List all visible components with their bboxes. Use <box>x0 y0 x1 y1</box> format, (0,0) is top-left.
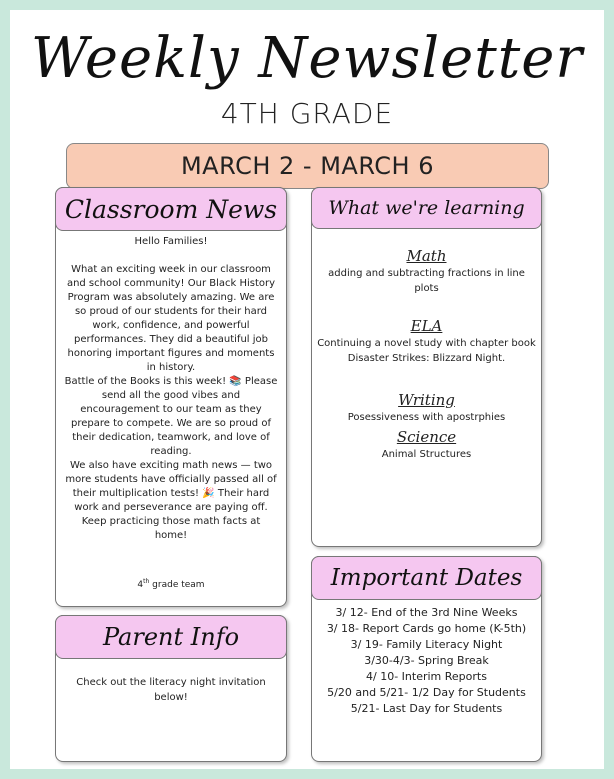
classroom-news-heading: Classroom News <box>55 187 287 231</box>
classroom-news-body <box>64 235 278 543</box>
subject-writing <box>316 390 537 425</box>
news-greeting: Hello Families! <box>134 236 208 247</box>
subject-title: Writing <box>398 391 455 409</box>
learning-heading: What we're learning <box>311 187 542 229</box>
important-dates-list <box>311 605 542 717</box>
date-item: 3/ 12- End of the 3rd Nine Weeks <box>335 606 518 619</box>
subject-title: ELA <box>410 317 443 335</box>
subject-math <box>316 246 537 296</box>
learning-body <box>316 238 537 462</box>
date-item: 3/30-4/3- Spring Break <box>364 654 489 667</box>
subject-title: Math <box>406 247 447 265</box>
date-item: 3/ 19- Family Literacy Night <box>350 638 503 651</box>
subject-ela <box>316 316 537 366</box>
subject-text: adding and subtracting fractions in line plots <box>328 268 525 294</box>
parent-info-text: Check out the literacy night invitation below! <box>76 677 266 703</box>
parent-info-heading: Parent Info <box>55 615 287 659</box>
date-item: 5/20 and 5/21- 1/2 Day for Students <box>327 686 526 699</box>
subject-text: Continuing a novel study with chapter book Disaster Strikes: Blizzard Night. <box>317 338 536 364</box>
news-paragraph: What an exciting week in our classroom and school community! Our Black History Program was absolutely amazing. We are so proud of our students for their hard work, confidence, and powerful performances. They did a beautiful job honoring important figures and moments in history. <box>66 264 276 373</box>
subject-text: Animal Structures <box>381 449 472 460</box>
news-paragraph: Battle of the Books is this week! 📚 Please send all the good vibes and encouragement to our team as they prepare to compete. We are so proud of their dedication, teamwork, and love of reading. <box>64 376 278 457</box>
date-item: 3/ 18- Report Cards go home (K-5th) <box>326 622 527 635</box>
news-paragraph: We also have exciting math news — two more students have officially passed all of their multiplication tests! 🎉 Their hard work and perseverance are paying off. Keep practicing those math facts at home! <box>65 460 277 541</box>
subject-title: Science <box>396 428 457 446</box>
newsletter-title: Weekly Newsletter <box>30 26 584 91</box>
grade-subtitle: 4TH GRADE <box>220 97 394 130</box>
subject-science <box>316 427 537 462</box>
date-item: 4/ 10- Interim Reports <box>366 670 487 683</box>
important-dates-heading: Important Dates <box>311 556 542 600</box>
subject-text: Posessiveness with apostrphies <box>347 412 506 423</box>
date-range-banner: MARCH 2 - MARCH 6 <box>66 143 549 189</box>
date-item: 5/21- Last Day for Students <box>350 702 503 715</box>
news-signature: 4th grade team <box>137 578 205 590</box>
